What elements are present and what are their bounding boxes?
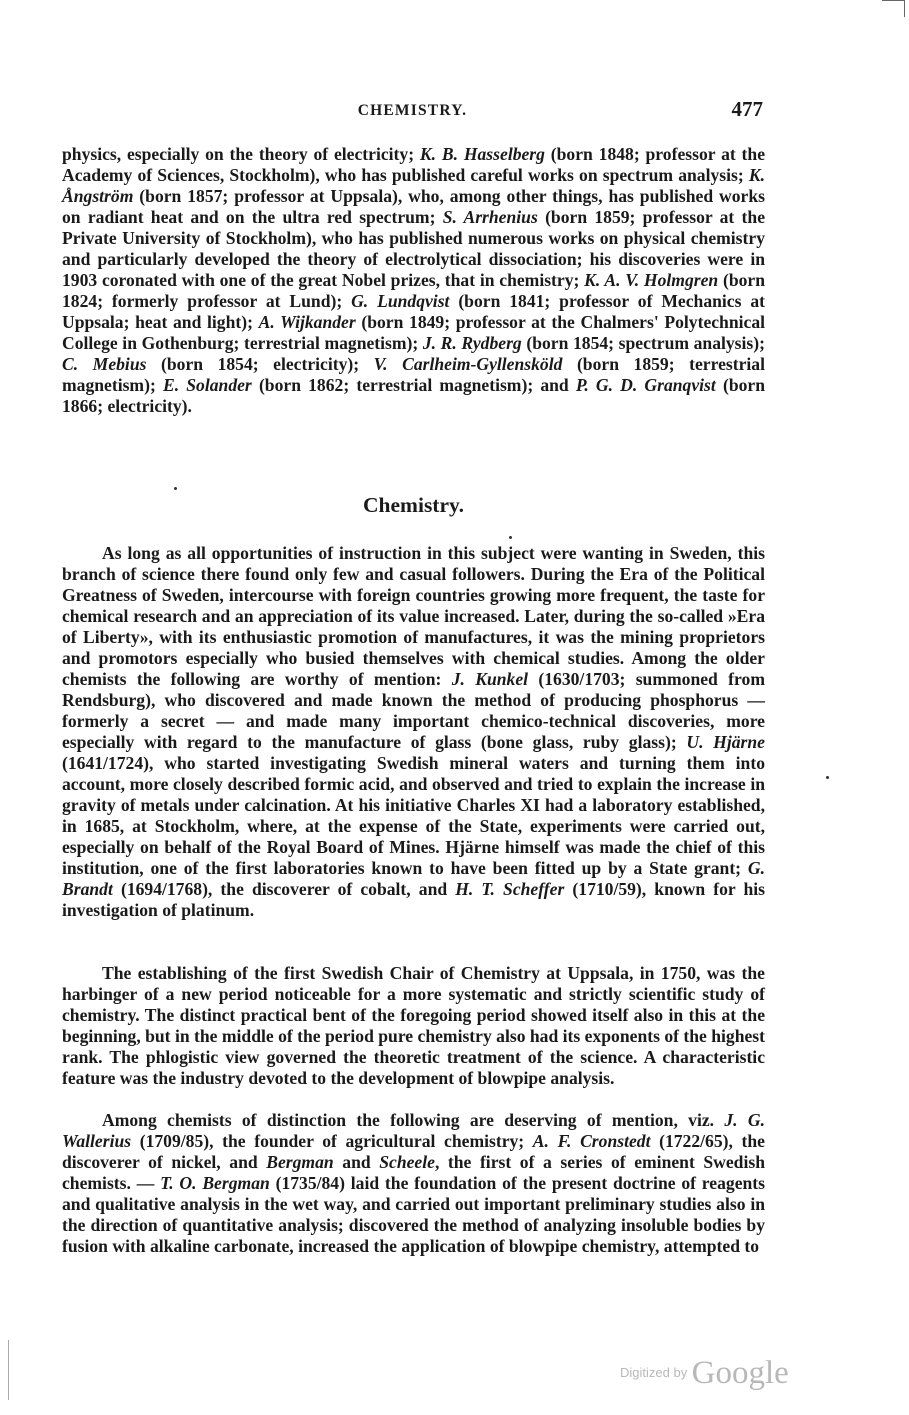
ink-speck (509, 536, 512, 539)
italic-name: T. O. Bergman (160, 1173, 270, 1193)
italic-name: J. G. Wallerius (62, 1110, 765, 1151)
italic-name: V. Carlheim-Gyllensköld (373, 354, 563, 374)
digitized-watermark (620, 1355, 789, 1395)
ink-speck (174, 487, 177, 490)
body-paragraph-1 (62, 543, 765, 921)
italic-name: A. Wijkander (258, 312, 356, 332)
section-heading: Chemistry. (363, 493, 464, 517)
body-paragraph-2 (62, 963, 765, 1089)
text-run: (born 1854; electricity); (146, 354, 374, 374)
italic-name: C. Mebius (62, 354, 147, 374)
page-corner-mark (882, 0, 905, 17)
italic-name: A. F. Cronstedt (532, 1131, 651, 1151)
text-run: (1709/85), the founder of agricultural chemistry; (131, 1131, 533, 1151)
body-paragraph-3 (62, 1110, 765, 1257)
text-run: (1735/84) laid the foundation of the present doctrine of reagents and qualitative analysis in the wet way, and carried out important preliminary studies also in the direction of quantitative analysis; discovered the method of analyzing insoluble bodies by fusion with alkaline carbonate, increased the application of blowpipe chemistry, attempted to (62, 1173, 765, 1256)
italic-name: P. G. D. Granqvist (575, 375, 716, 395)
text-run: (1694/1768), the discoverer of cobalt, and (112, 879, 456, 899)
text-run: (1722/65), the discoverer of nickel, and (62, 1131, 765, 1172)
text-run: Among chemists of distinction the following are deserving of mention, viz. (102, 1110, 725, 1130)
italic-name: K. B. Hasselberg (419, 144, 545, 164)
italic-name: Scheele (379, 1152, 435, 1172)
text-run: (born 1841; professor of Mechanics at Uppsala; heat and light); (62, 291, 765, 332)
watermark-small-text: Digitized by (620, 1365, 688, 1380)
text-run: and (333, 1152, 380, 1172)
intro-paragraph (62, 144, 765, 417)
text-run: (born 1862; terrestrial magnetism); and (251, 375, 576, 395)
italic-name: U. Hjärne (686, 732, 765, 752)
text-run: (1641/1724), who started investigating Swedish mineral waters and turning them into account, more closely described formic acid, and observed and tried to explain the increase in gravity of metals under calcination. At his initiative Charles XI had a laboratory established, in 1685, at Stockholm, where, at the expense of the State, experiments were carried out, especially on behalf of the Royal Board of Mines. Hjärne himself was made the chief of this institution, one of the first laboratories known to have been fitted up by a State grant; (62, 753, 765, 878)
text-run: (born 1859; terrestrial magnetism); (62, 354, 765, 395)
text-run: (born 1854; spectrum analysis); (521, 333, 765, 353)
italic-name: J. Kunkel (451, 669, 529, 689)
italic-name: Bergman (266, 1152, 334, 1172)
running-title: CHEMISTRY. (357, 102, 468, 119)
watermark-logo-text: Google (691, 1355, 789, 1391)
italic-name: J. R. Rydberg (422, 333, 522, 353)
italic-name: G. Brandt (62, 858, 765, 899)
text-run: The establishing of the first Swedish Chair of Chemistry at Uppsala, in 1750, was the harbinger of a new period noticeable for a more systematic and strictly scientific study of chemistry. The distinct practical bent of the foregoing period showed itself also in this at the beginning, but in the middle of the period pure chemistry also had its exponents of the highest rank. The phlogistic view governed the theoretic treatment of the science. A characteristic feature was the industry devoted to the development of blowpipe analysis. (62, 963, 766, 1088)
text-run: (born 1857; professor at Uppsala), who, among other things, has published works on radiant heat and on the ultra red spectrum; (62, 186, 765, 227)
text-run: (born 1824; formerly professor at Lund); (62, 270, 765, 311)
text-run: (born 1859; professor at the Private University of Stockholm), who has published numerous works on physical chemistry and particularly developed the theory of electrolytical dissociation; his discoveries were in 1903 coronated with one of the great Nobel prizes, that in chemistry; (62, 207, 765, 290)
text-run: (1630/1703; summoned from Rendsburg), who discovered and made known the method of producing phosphorus — formerly a secret — and made many important chemico-technical discoveries, more especially with regard to the manufacture of glass (bone glass, ruby glass); (62, 669, 765, 752)
text-run: As long as all opportunities of instruction in this subject were wanting in Sweden, this branch of science there found only few and casual followers. During the Era of the Political Greatness of Sweden, intercourse with foreign countries growing more frequent, the taste for chemical research and an appreciation of its value increased. Later, during the so-called »Era of Liberty», with its enthusiastic promotion of manufactures, it was the mining proprietors and promotors especially who busied themselves with chemical studies. Among the older chemists the following are worthy of mention: (62, 543, 765, 689)
italic-name: S. Arrhenius (442, 207, 538, 227)
text-run: physics, especially on the theory of electricity; (62, 144, 420, 164)
italic-name: K. A. V. Holmgren (584, 270, 719, 290)
text-run: (born 1849; professor at the Chalmers' Polytechnical College in Gothenburg; terrestrial magnetism); (62, 312, 766, 353)
ink-speck (826, 776, 829, 779)
italic-name: H. T. Scheffer (455, 879, 565, 899)
text-run: (born 1848; professor at the Academy of Sciences, Stockholm), who has published careful works on spectrum analysis; (62, 144, 766, 185)
italic-name: E. Solander (162, 375, 252, 395)
text-run: (born 1866; electricity). (62, 375, 765, 416)
scan-edge-mark (8, 1340, 9, 1400)
page-number: 477 (731, 97, 763, 121)
text-run: (1710/59), known for his investigation of platinum. (62, 879, 766, 920)
page-header (60, 97, 765, 124)
italic-name: G. Lundqvist (351, 291, 450, 311)
text-run: , the first of a series of eminent Swedish chemists. — (62, 1152, 765, 1193)
italic-name: K. Ångström (62, 165, 765, 206)
